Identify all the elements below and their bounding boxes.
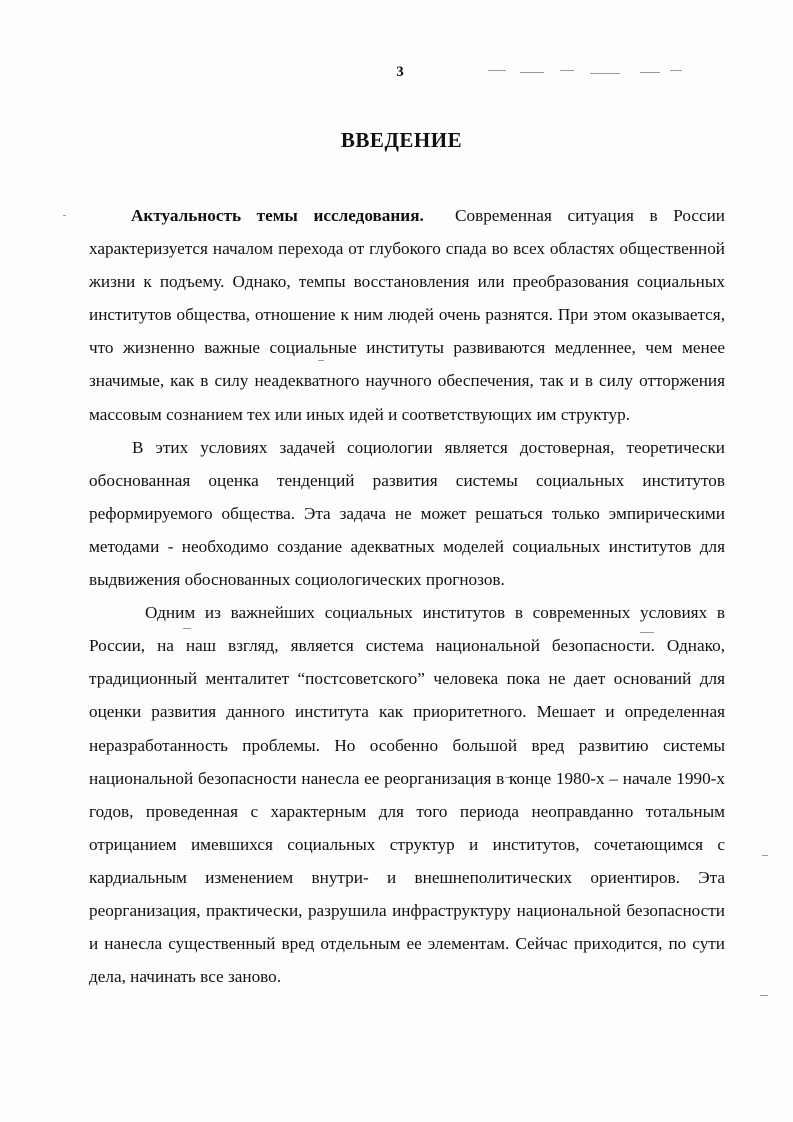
scan-speck (760, 995, 768, 996)
paragraph (89, 199, 725, 431)
paragraph (89, 431, 725, 596)
paragraph-text: В этих условиях задачей социологии является достоверная, теоретически обоснованная оценка тенденций развития системы социальных институтов реформируемого общества. Эта задача не может решаться только эмпирическими методами - необходимо создание адекватных моделей социальных институтов для выдвижения обоснованных социологических прогнозов. (89, 437, 725, 590)
scan-speck (63, 215, 66, 216)
paragraph (89, 596, 725, 993)
paragraph-text: Современная ситуация в России характеризуется началом перехода от глубокого спада во всех областях общественной жизни к подъему. Однако, темпы восстановления или преобразования социальных институтов общества, отношение к ним людей очень разнятся. При этом оказывается, что жизненно важные социальные институты развиваются медленнее, чем менее значимые, как в силу неадекватного научного обеспечения, так и в силу отторжения массовым сознанием тех или иных идей и соответствующих им структур. (89, 206, 725, 424)
scan-speck (762, 855, 768, 856)
paragraph-lead: Актуальность темы исследования. (131, 206, 424, 225)
page-title: ВВЕДЕНИЕ (340, 128, 463, 152)
paragraph-text: Одним из важнейших социальных институтов в современных условиях в России, на наш взгляд, является система национальной безопасности. Однако, традиционный менталитет “постсоветского” человека пока не дает оснований для оценки развития данного института как приоритетного. Мешает и определенная неразработанность проблемы. Но особенно большой вред развитию системы национальной безопасности нанесла ее реорганизация в конце 1980-х – начале 1990-х годов, проведенная с характерным для того периода неоправданно тотальным отрицанием имевшихся социальных структур и институтов, сочетающимся с кардиальным изменением внутри- и внешнеполитических ориентиров. Эта реорганизация, практически, разрушила инфраструктуру национальной безопасности и нанесла существенный вред отдельным ее элементам. Сейчас приходится, по сути дела, начинать все заново. (89, 603, 725, 987)
page-number: 3 (396, 64, 404, 80)
body-text (89, 199, 725, 993)
